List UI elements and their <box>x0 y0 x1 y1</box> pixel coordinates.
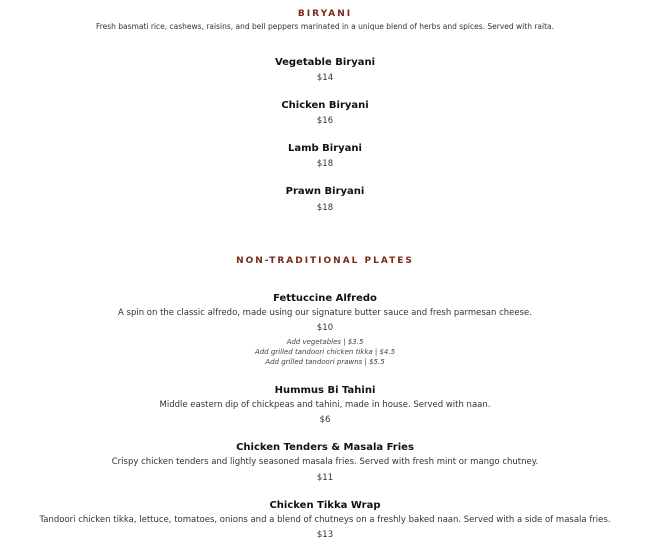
menu-item-addon: Add grilled tandoori prawns | $5.5 <box>265 358 385 366</box>
menu-item-addon: Add vegetables | $3.5 <box>286 338 364 346</box>
menu-item-description: Crispy chicken tenders and lightly seasoned masala fries. Served with fresh mint or mango chutney. <box>111 457 539 467</box>
menu-item-name: Lamb Biryani <box>288 143 362 154</box>
menu-item-price: $18 <box>316 159 334 169</box>
menu-item-description: Tandoori chicken tikka, lettuce, tomatoes, onions and a blend of chutneys on a freshly baked naan. Served with a side of masala fries. <box>39 515 611 525</box>
menu-item-price: $13 <box>316 530 334 540</box>
menu-item-name: Chicken Tenders & Masala Fries <box>236 442 414 453</box>
menu-item-name: Chicken Tikka Wrap <box>269 500 381 511</box>
menu-item-price: $11 <box>316 473 334 483</box>
menu-item-description: Middle eastern dip of chickpeas and tahini, made in house. Served with naan. <box>159 400 491 410</box>
menu-item-description: A spin on the classic alfredo, made using our signature butter sauce and fresh parmesan cheese. <box>118 308 532 318</box>
menu-item-price: $14 <box>316 73 334 83</box>
menu-item-name: Chicken Biryani <box>281 100 369 111</box>
menu-item-price: $16 <box>316 116 334 126</box>
non-traditional-section-title: NON-TRADITIONAL PLATES <box>236 256 414 266</box>
menu-item-name: Fettuccine Alfredo <box>273 293 377 304</box>
biryani-section-title: BIRYANI <box>297 9 353 19</box>
menu-item-addon: Add grilled tandoori chicken tikka | $4.5 <box>254 348 396 356</box>
menu-item-price: $18 <box>316 203 334 213</box>
biryani-section-description: Fresh basmati rice, cashews, raisins, and bell peppers marinated in a unique blend of herbs and spices. Served with raita. <box>95 22 555 31</box>
menu-item-name: Hummus Bi Tahini <box>274 385 376 396</box>
menu-item-price: $6 <box>319 415 331 425</box>
menu-item-price: $10 <box>316 323 334 333</box>
menu-item-name: Vegetable Biryani <box>274 57 376 68</box>
menu-item-name: Prawn Biryani <box>285 186 365 197</box>
